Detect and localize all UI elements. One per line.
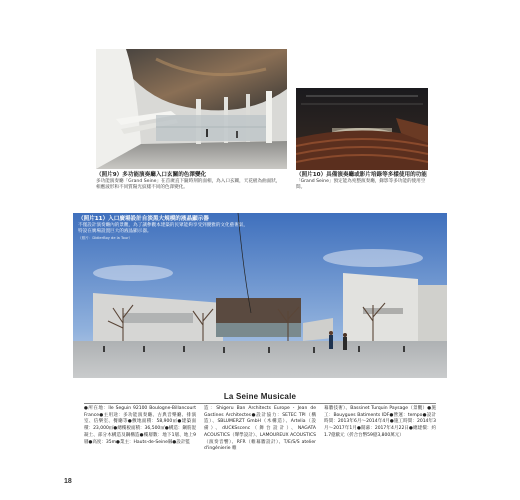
caption-fig9 xyxy=(96,172,282,192)
caption-fig10-body: 「Grand Seine」預定能為宛整演奏廳，錄影等多功能的使用空間。 xyxy=(296,179,426,191)
spec-column-3: 幕牆技術）、Bassinet Turquin Paysage（景觀）●施工：Bouygues Batiments IDF●營運：tempo●設計時間：2013年6月～2014年4月●施工時間：2014年3月～2017年1月●開幕：2017年4月22日●總建價：約1.7億歐元（折合台幣59億3,800萬元） xyxy=(324,406,436,438)
section-title: La Seine Musicale xyxy=(223,392,297,401)
caption-fig11 xyxy=(78,216,248,241)
caption-fig11-credit: （照片：DidierBoy de la Tour） xyxy=(78,235,133,240)
section-rule xyxy=(84,403,436,404)
caption-fig10-title: （照片10）具備演奏廳或影片培錄等多樣使用的功能 xyxy=(296,172,427,178)
spec-column-1: ●所在地：île Seguin 92100 Boulogne-Billancourt France●主用途：多功能演奏廳、古典音樂廳、排演室、信樂室、餐廳等●敷地面積：58,900㎡●建築面積：23,000㎡●總樓板面積：36,500㎡●構造：鋼筋混凝土、部分木構造及鋼構造●樓層數：地下1層、地上9層●高度：35m●業主：Hauts-de-Seine縣●設計監 xyxy=(84,406,196,445)
photo-foyer-interior xyxy=(96,49,287,169)
photo-auditorium xyxy=(296,88,428,170)
caption-fig9-title: （照片9）多功能演奏廳入口玄關的色澤變化 xyxy=(96,172,207,178)
auditorium-illustration xyxy=(296,88,428,170)
foyer-illustration xyxy=(96,49,287,169)
caption-fig10 xyxy=(296,172,428,192)
page-number: 18 xyxy=(64,478,72,485)
spec-column-2: 造：Shigeru Ban Architects Europe・Jean de Gastines Architectes●設計協力：SETEC TPI（構造）、SBLUMERZT GmbH（木構造）、Artelia（設備）、dUCKSscenc（舞台設計）、NAGATA ACOUSTICS（聲學設計）、LAMOUREUX ACOUSTICS（演奏音響）、RFR（帷幕牆設計）、T/E/S/S atelier d'ingénierie 帷 xyxy=(204,406,316,452)
caption-fig9-body: 多功能演奏廳「Grand Seine」在首廣直下隨時刻的面相，為入口玄關，天花板為曲面狀，相應波形和不同質陽光紋樣不同的色澤變化。 xyxy=(96,179,281,191)
caption-fig11-body: 不僅設計演奏廳內的景觀，為了讓參觀本建築的民眾能夠享受到優雅的文化藝術氣，特設在廣場設置巨大的液晶顯示器。 xyxy=(78,223,248,235)
caption-fig11-title: （照片11）入口廣場設計自淡黑大規模的液晶顯示器 xyxy=(78,216,209,222)
